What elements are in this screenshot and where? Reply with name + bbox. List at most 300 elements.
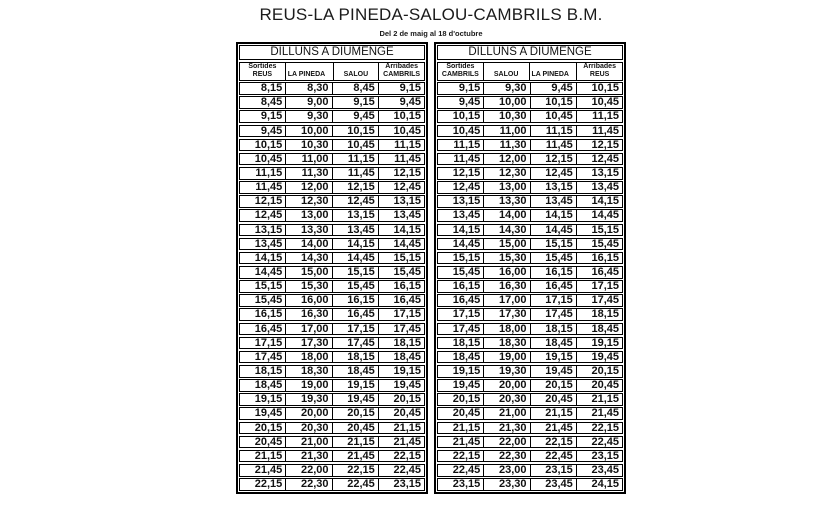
time-cell: 9,45	[378, 97, 424, 108]
time-cell: 16,15	[332, 295, 378, 306]
time-cell: 21,15	[254, 450, 283, 462]
table-row	[239, 238, 425, 251]
time-cell: 18,45	[530, 338, 576, 349]
time-cell: 9,45	[458, 97, 481, 108]
time-cell: 12,15	[254, 196, 283, 207]
time-cell: 23,15	[452, 479, 481, 490]
time-cell: 10,45	[332, 140, 378, 151]
time-cell: 16,45	[254, 323, 283, 335]
time-cell: 14,15	[576, 196, 622, 207]
time-cell: 22,15	[530, 437, 576, 448]
time-cell: 18,30	[483, 338, 529, 349]
time-cell: 16,00	[285, 295, 331, 306]
time-cell: 13,15	[378, 196, 424, 207]
time-cell: 11,45	[530, 140, 576, 151]
table-row	[437, 407, 623, 420]
time-cell: 11,45	[453, 153, 481, 165]
time-cell: 11,00	[483, 126, 529, 137]
time-cell: 13,45	[332, 225, 378, 236]
timetables-wrapper	[236, 42, 626, 494]
time-cell: 11,30	[483, 140, 529, 151]
table-row	[437, 478, 623, 491]
time-cell: 8,45	[260, 97, 283, 108]
time-cell: 22,00	[285, 465, 331, 476]
time-cell: 18,15	[254, 365, 283, 377]
time-cell: 17,30	[483, 309, 529, 320]
time-cell: 11,45	[576, 126, 622, 137]
time-cell: 10,15	[332, 126, 378, 137]
time-cell: 20,15	[452, 394, 481, 405]
time-cell: 13,00	[483, 182, 529, 193]
time-cell: 18,15	[576, 309, 622, 320]
time-cell: 11,30	[285, 168, 331, 179]
time-cell: 23,45	[530, 479, 576, 490]
time-cell: 16,15	[530, 267, 576, 278]
time-cell: 15,15	[378, 253, 424, 264]
table-row	[437, 337, 623, 350]
time-cell: 14,00	[285, 239, 331, 250]
time-cell: 17,00	[483, 295, 529, 306]
time-cell: 10,15	[576, 83, 622, 94]
time-cell: 10,45	[576, 97, 622, 108]
table-row	[437, 308, 623, 321]
time-cell: 19,15	[332, 380, 378, 391]
time-cell: 13,30	[483, 196, 529, 207]
time-cell: 18,45	[254, 380, 283, 391]
time-cell: 14,45	[332, 253, 378, 264]
table-row	[437, 195, 623, 208]
table-row	[239, 478, 425, 491]
time-cell: 18,15	[332, 352, 378, 363]
time-cell: 21,45	[576, 408, 622, 419]
table-row	[239, 337, 425, 350]
time-cell: 19,45	[254, 408, 283, 419]
time-cell: 9,15	[332, 97, 378, 108]
time-cell: 16,15	[378, 281, 424, 292]
time-cell: 15,45	[452, 266, 481, 278]
time-cell: 18,15	[452, 337, 481, 349]
timetable-outbound	[236, 42, 428, 494]
time-cell: 18,15	[530, 324, 576, 335]
table-row	[239, 153, 425, 166]
time-cell: 17,45	[452, 323, 481, 335]
table-row	[239, 379, 425, 392]
time-cell: 16,15	[254, 309, 283, 320]
time-cell: 9,45	[530, 83, 576, 94]
time-cell: 19,30	[483, 366, 529, 377]
time-cell: 19,45	[378, 380, 424, 391]
time-cell: 15,30	[285, 281, 331, 292]
timetable-content	[236, 0, 626, 494]
time-cell: 9,15	[378, 83, 424, 94]
time-cell: 17,45	[576, 295, 622, 306]
table-row	[239, 224, 425, 237]
time-cell: 17,15	[378, 309, 424, 320]
time-cell: 16,45	[576, 267, 622, 278]
time-cell: 20,45	[378, 408, 424, 419]
time-cell: 22,45	[378, 465, 424, 476]
time-cell: 13,45	[530, 196, 576, 207]
time-cell: 16,45	[332, 309, 378, 320]
time-cell: 14,45	[530, 225, 576, 236]
time-cell: 21,45	[332, 451, 378, 462]
column-header-label: CAMBRILS	[441, 70, 479, 78]
time-cell: 13,15	[332, 210, 378, 221]
table-row	[437, 351, 623, 364]
time-cell: 23,15	[378, 479, 424, 490]
time-cell: 10,45	[378, 126, 424, 137]
time-cell: 18,45	[452, 351, 481, 363]
time-cell: 12,00	[285, 182, 331, 193]
table-row	[239, 450, 425, 463]
time-cell: 13,15	[576, 168, 622, 179]
time-cell: 20,45	[530, 394, 576, 405]
column-header	[483, 63, 529, 80]
table-row	[239, 139, 425, 152]
time-cell: 23,45	[576, 465, 622, 476]
column-header-top-label: Sortides	[446, 62, 475, 70]
page-title: REUS-LA PINEDA-SALOU-CAMBRILS B.M.	[259, 5, 603, 24]
time-cell: 21,00	[285, 437, 331, 448]
time-cell: 13,45	[254, 238, 283, 250]
time-cell: 22,45	[332, 479, 378, 490]
table-row	[437, 82, 623, 95]
table-row	[239, 280, 425, 293]
column-header-label: REUS	[589, 70, 610, 78]
time-cell: 9,45	[260, 125, 283, 137]
time-cell: 17,45	[332, 338, 378, 349]
time-cell: 13,00	[285, 210, 331, 221]
time-cell: 20,15	[576, 366, 622, 377]
time-cell: 20,00	[285, 408, 331, 419]
time-cell: 19,15	[452, 365, 481, 377]
time-cell: 8,30	[285, 83, 331, 94]
time-cell: 12,00	[483, 154, 529, 165]
table-row	[437, 139, 623, 152]
time-cell: 16,45	[452, 295, 481, 306]
table-row	[437, 422, 623, 435]
time-cell: 15,15	[530, 239, 576, 250]
time-cell: 17,15	[452, 309, 481, 320]
column-header	[240, 63, 285, 80]
table-row	[437, 125, 623, 138]
table-row	[437, 209, 623, 222]
table-row	[437, 294, 623, 307]
time-cell: 15,00	[285, 267, 331, 278]
time-cell: 20,45	[254, 436, 283, 448]
time-cell: 12,30	[285, 196, 331, 207]
time-cell: 18,45	[576, 324, 622, 335]
time-cell: 13,15	[452, 196, 481, 207]
time-cell: 20,45	[332, 423, 378, 434]
time-cell: 13,15	[530, 182, 576, 193]
time-cell: 10,45	[452, 125, 481, 137]
table-row	[437, 323, 623, 336]
time-cell: 20,45	[576, 380, 622, 391]
time-cell: 12,45	[254, 210, 283, 221]
time-cell: 17,15	[254, 337, 283, 349]
time-cell: 23,30	[483, 479, 529, 490]
time-cell: 24,15	[576, 479, 622, 490]
time-cell: 21,45	[378, 437, 424, 448]
time-cell: 15,45	[530, 253, 576, 264]
time-cell: 21,00	[483, 408, 529, 419]
table-row	[437, 252, 623, 265]
time-cell: 22,30	[285, 479, 331, 490]
timetable-return	[434, 42, 626, 494]
time-cell: 20,15	[378, 394, 424, 405]
time-cell: 12,15	[378, 168, 424, 179]
time-cell: 17,15	[332, 324, 378, 335]
table-day-header: DILLUNS A DIUMENGE	[437, 45, 623, 60]
time-cell: 23,15	[576, 451, 622, 462]
time-cell: 20,15	[254, 422, 283, 434]
time-cell: 20,15	[530, 380, 576, 391]
time-cell: 12,30	[483, 168, 529, 179]
table-row	[437, 181, 623, 194]
time-cell: 17,15	[576, 281, 622, 292]
time-cell: 21,45	[530, 423, 576, 434]
time-cell: 15,45	[378, 267, 424, 278]
time-cell: 21,15	[452, 422, 481, 434]
time-cell: 12,45	[332, 196, 378, 207]
time-cell: 13,45	[452, 210, 481, 221]
time-cell: 17,00	[285, 324, 331, 335]
time-cell: 22,00	[483, 437, 529, 448]
column-header-label: SALOU	[493, 70, 519, 78]
table-row	[239, 422, 425, 435]
time-cell: 22,15	[332, 465, 378, 476]
time-cell: 14,15	[254, 252, 283, 264]
table-row	[437, 238, 623, 251]
time-cell: 16,15	[452, 281, 481, 292]
time-cell: 13,15	[254, 224, 283, 236]
time-cell: 10,45	[254, 153, 283, 165]
column-header-top-label: Sortides	[248, 62, 277, 70]
time-cell: 19,00	[483, 352, 529, 363]
table-row	[437, 153, 623, 166]
time-cell: 15,15	[254, 281, 283, 292]
table-day-header: DILLUNS A DIUMENGE	[239, 45, 425, 60]
time-cell: 21,15	[530, 408, 576, 419]
table-row	[239, 436, 425, 449]
time-cell: 21,45	[452, 436, 481, 448]
table-row	[437, 450, 623, 463]
time-cell: 14,45	[254, 266, 283, 278]
time-cell: 8,15	[260, 83, 283, 94]
time-cell: 14,15	[332, 239, 378, 250]
time-cell: 19,15	[530, 352, 576, 363]
table-row	[239, 393, 425, 406]
time-cell: 20,00	[483, 380, 529, 391]
time-cell: 22,15	[452, 450, 481, 462]
time-cell: 16,00	[483, 267, 529, 278]
time-cell: 11,15	[576, 111, 622, 122]
column-header-row	[437, 62, 623, 81]
time-cell: 15,15	[576, 225, 622, 236]
time-cell: 10,30	[483, 111, 529, 122]
time-cell: 14,15	[530, 210, 576, 221]
time-cell: 13,45	[378, 210, 424, 221]
column-header	[333, 63, 379, 80]
table-row	[437, 266, 623, 279]
time-cell: 20,30	[285, 423, 331, 434]
table-row	[239, 125, 425, 138]
table-row	[239, 209, 425, 222]
time-cell: 21,15	[576, 394, 622, 405]
time-cell: 12,45	[378, 182, 424, 193]
time-cell: 18,00	[285, 352, 331, 363]
time-cell: 18,00	[483, 324, 529, 335]
column-header-label: LA PINEDA	[287, 70, 326, 78]
time-cell: 11,45	[332, 168, 378, 179]
time-cell: 12,45	[452, 182, 481, 193]
table-row	[239, 323, 425, 336]
time-cell: 19,45	[332, 394, 378, 405]
table-row	[437, 96, 623, 109]
time-cell: 10,00	[285, 126, 331, 137]
time-cell: 21,30	[483, 423, 529, 434]
time-cell: 18,30	[285, 366, 331, 377]
time-cell: 17,15	[530, 295, 576, 306]
column-header-label: REUS	[252, 70, 273, 78]
table-row	[239, 82, 425, 95]
table-row	[239, 407, 425, 420]
column-header-row	[239, 62, 425, 81]
time-cell: 15,45	[254, 295, 283, 306]
time-cell: 11,15	[530, 126, 576, 137]
column-header	[529, 63, 577, 80]
time-cell: 19,45	[530, 366, 576, 377]
time-cell: 19,15	[254, 394, 283, 405]
table-row	[437, 393, 623, 406]
time-cell: 22,15	[378, 451, 424, 462]
time-cell: 18,45	[378, 352, 424, 363]
time-cell: 18,45	[332, 366, 378, 377]
time-cell: 20,45	[452, 408, 481, 419]
table-row	[239, 365, 425, 378]
time-cell: 15,00	[483, 239, 529, 250]
time-cell: 11,15	[332, 154, 378, 165]
time-cell: 10,15	[530, 97, 576, 108]
table-row	[437, 280, 623, 293]
time-cell: 21,15	[332, 437, 378, 448]
table-row	[437, 464, 623, 477]
time-cell: 10,45	[530, 111, 576, 122]
time-cell: 17,45	[530, 309, 576, 320]
time-cell: 9,15	[458, 83, 481, 94]
table-row	[239, 294, 425, 307]
time-cell: 16,45	[530, 281, 576, 292]
table-row	[239, 110, 425, 123]
column-header	[378, 63, 424, 80]
time-cell: 10,15	[254, 139, 283, 151]
table-row	[239, 167, 425, 180]
time-cell: 14,45	[452, 238, 481, 250]
table-row	[239, 266, 425, 279]
table-row	[437, 167, 623, 180]
time-cell: 11,15	[453, 139, 481, 151]
time-cell: 15,15	[332, 267, 378, 278]
time-cell: 20,30	[483, 394, 529, 405]
time-cell: 11,00	[285, 154, 331, 165]
time-cell: 14,45	[576, 210, 622, 221]
time-cell: 10,30	[285, 140, 331, 151]
time-cell: 15,30	[483, 253, 529, 264]
table-row	[239, 195, 425, 208]
time-cell: 16,30	[285, 309, 331, 320]
time-cell: 14,30	[285, 253, 331, 264]
time-cell: 15,15	[452, 252, 481, 264]
table-row	[239, 96, 425, 109]
time-cell: 12,15	[452, 167, 481, 179]
time-cell: 16,45	[378, 295, 424, 306]
table-row	[437, 436, 623, 449]
time-cell: 14,15	[452, 224, 481, 236]
time-cell: 22,45	[530, 451, 576, 462]
time-cell: 10,15	[452, 111, 481, 123]
time-cell: 21,15	[378, 423, 424, 434]
time-cell: 11,45	[255, 182, 283, 193]
time-cell: 11,45	[378, 154, 424, 165]
time-cell: 15,45	[576, 239, 622, 250]
time-cell: 22,45	[576, 437, 622, 448]
time-cell: 13,30	[285, 225, 331, 236]
time-cell: 11,15	[255, 167, 283, 179]
column-header	[438, 63, 483, 80]
time-cell: 20,15	[332, 408, 378, 419]
time-cell: 23,00	[483, 465, 529, 476]
time-cell: 19,45	[576, 352, 622, 363]
time-cell: 19,00	[285, 380, 331, 391]
time-cell: 9,30	[285, 111, 331, 122]
time-cell: 8,45	[332, 83, 378, 94]
column-header-top-label: Arribades	[583, 62, 616, 70]
time-cell: 9,30	[483, 83, 529, 94]
time-cell: 22,30	[483, 451, 529, 462]
time-cell: 16,30	[483, 281, 529, 292]
table-row	[239, 351, 425, 364]
table-row	[437, 365, 623, 378]
time-cell: 11,15	[378, 140, 424, 151]
time-cell: 19,15	[378, 366, 424, 377]
time-cell: 13,45	[576, 182, 622, 193]
table-row	[437, 224, 623, 237]
time-cell: 12,45	[530, 168, 576, 179]
column-header-label: SALOU	[343, 70, 369, 78]
table-row	[239, 464, 425, 477]
time-cell: 14,45	[378, 239, 424, 250]
time-cell: 15,45	[332, 281, 378, 292]
time-cell: 18,15	[378, 338, 424, 349]
time-cell: 9,45	[332, 111, 378, 122]
column-header	[576, 63, 622, 80]
time-cell: 12,15	[530, 154, 576, 165]
time-cell: 12,45	[576, 154, 622, 165]
table-row	[437, 379, 623, 392]
time-cell: 19,30	[285, 394, 331, 405]
time-cell: 12,15	[576, 140, 622, 151]
time-cell: 22,15	[576, 423, 622, 434]
table-row	[239, 181, 425, 194]
time-cell: 19,45	[452, 380, 481, 391]
column-header-label: LA PINEDA	[531, 70, 569, 78]
date-range-subtitle: Del 2 de maig al 18 d'octubre	[379, 29, 483, 38]
time-cell: 21,30	[285, 451, 331, 462]
table-row	[437, 110, 623, 123]
time-cell: 22,15	[254, 479, 283, 490]
time-cell: 23,15	[530, 465, 576, 476]
